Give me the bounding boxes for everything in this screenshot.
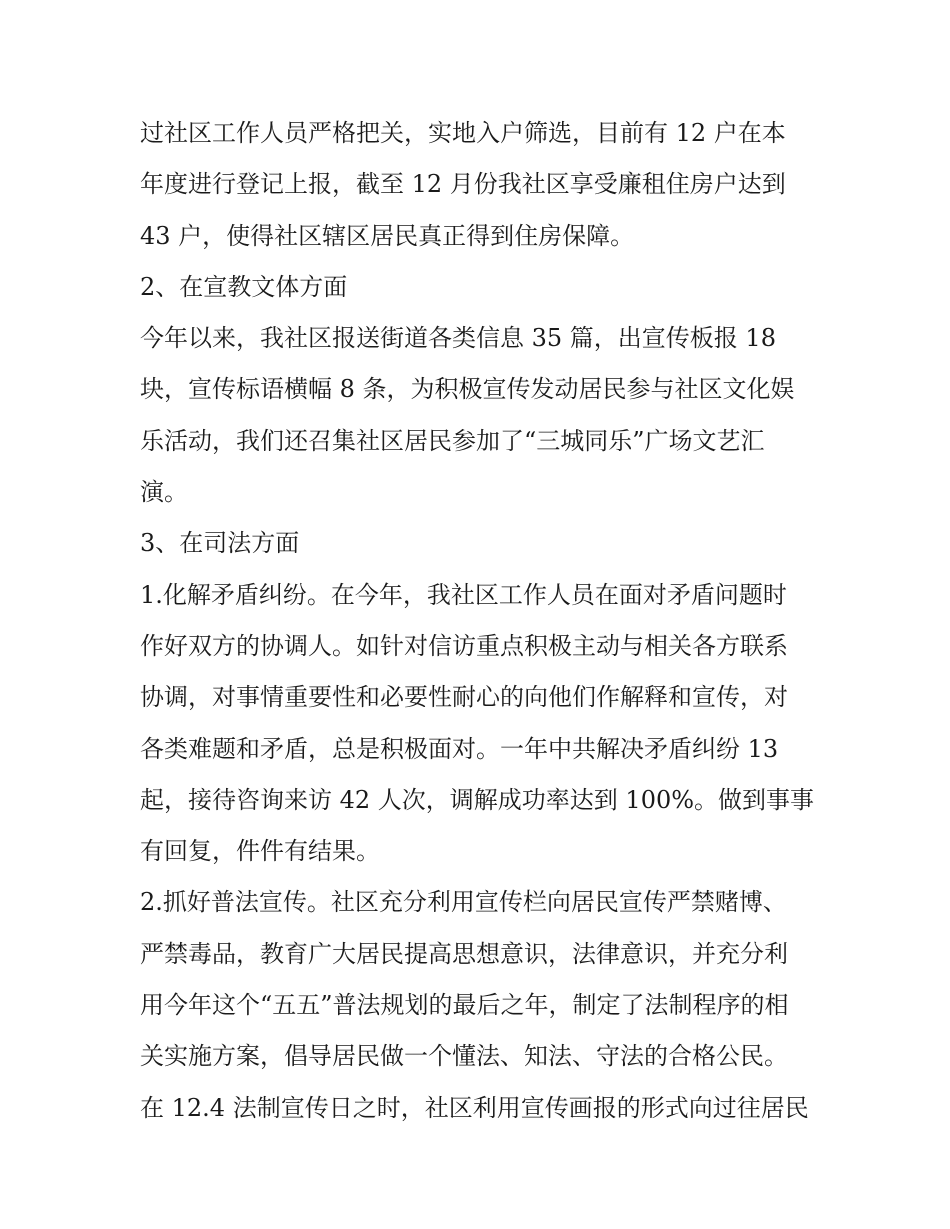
text-line: 过社区工作人员严格把关，实地入户筛选，目前有 12 户在本: [140, 119, 786, 147]
text-line: 协调，对事情重要性和必要性耐心的向他们作解释和宣传，对: [140, 683, 788, 712]
text-line: 乐活动，我们还召集社区居民参加了“三城同乐”广场文艺汇: [140, 426, 765, 455]
text-line: 在 12.4 法制宣传日之时，社区利用宣传画报的形式向过往居民: [140, 1093, 809, 1122]
text-line: 关实施方案，倡导居民做一个懂法、知法、守法的合格公民。: [140, 1042, 788, 1071]
text-line: 严禁毒品，教育广大居民提高思想意识，法律意识，并充分利: [140, 939, 788, 968]
text-line: 起，接待咨询来访 42 人次，调解成功率达到 100%。做到事事: [140, 785, 815, 814]
text-line: 1.化解矛盾纠纷。在今年，我社区工作人员在面对矛盾问题时: [140, 580, 787, 609]
text-line: 演。: [140, 478, 188, 507]
section-heading-propaganda: 2、在宣教文体方面: [140, 272, 348, 301]
text-line: 43 户，使得社区辖区居民真正得到住房保障。: [140, 221, 635, 250]
document-body: [140, 108, 820, 1134]
text-line: 有回复，件件有结果。: [140, 837, 380, 866]
text-line: 今年以来，我社区报送街道各类信息 35 篇，出宣传板报 18: [140, 324, 776, 353]
text-line: 年度进行登记上报，截至 12 月份我社区享受廉租住房户达到: [140, 170, 786, 199]
text-line: 作好双方的协调人。如针对信访重点积极主动与相关各方联系: [140, 631, 788, 660]
text-line: 用今年这个“五五”普法规划的最后之年，制定了法制程序的相: [140, 991, 789, 1020]
text-line: 各类难题和矛盾，总是积极面对。一年中共解决矛盾纠纷 13: [140, 734, 779, 763]
section-heading-judicial: 3、在司法方面: [140, 529, 300, 558]
text-line: 2.抓好普法宣传。社区充分利用宣传栏向居民宣传严禁赌博、: [140, 888, 787, 917]
text-line: 块，宣传标语横幅 8 条，为积极宣传发动居民参与社区文化娱: [140, 375, 795, 404]
